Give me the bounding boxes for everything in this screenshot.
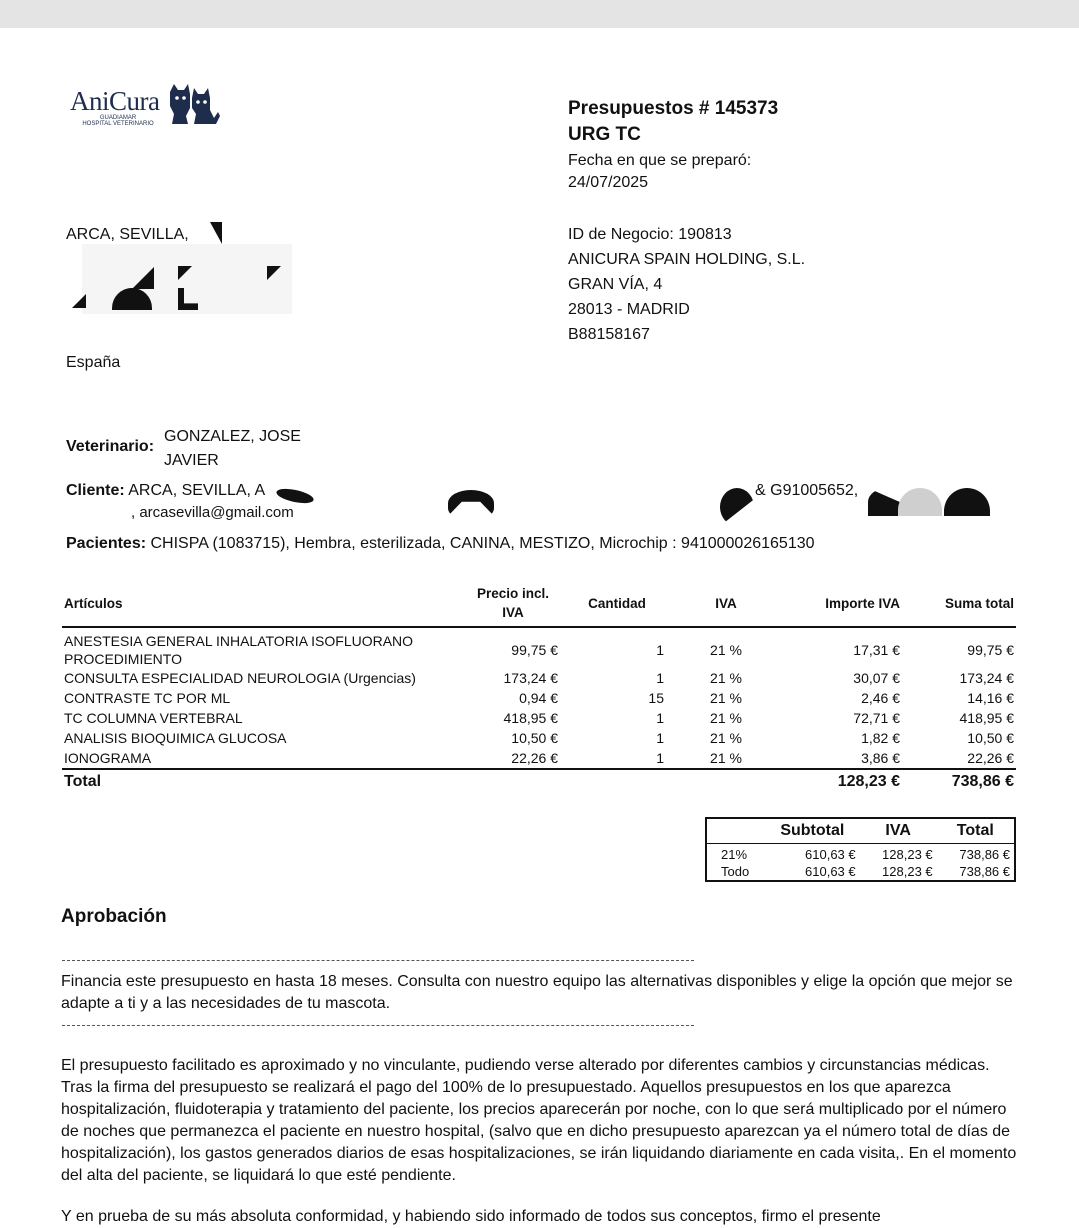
disclaimer-text: El presupuesto facilitado es aproximado y no vinculante, pudiendo verse alterado por diferentes cambios y circunstancias médicas. Tras la firma del presupuesto se realizará el pago del 100% de lo presupuestado. Aquellos presupuestos en los que aparezca hospitalización, fluidoterapia y tratamiento del paciente, los precios aparecerán por noche, con lo que será multiplicado por el número de noches que permanezca el paciente en nuestro hospital, (salvo que en dicho presupuesto aparezcan ya el número total de días de hospitalización), los gastos generados diarios de esas hospitalizaciones, se irán liquidando diariamente en cada visita,. En el momento del alta del paciente, se liquidará lo que esté pendiente. <box>61 1057 1017 1184</box>
vet-name-line1: GONZALEZ, JOSE <box>164 428 301 445</box>
date-label: Fecha en que se preparó: <box>568 152 752 169</box>
redaction-blob <box>944 488 990 516</box>
client-address-line1: ARCA, SEVILLA, <box>66 226 189 243</box>
total-label: Total <box>62 769 466 792</box>
top-gray-bar <box>0 0 1079 28</box>
item-qty: 1 <box>656 750 664 766</box>
dashed-divider <box>62 960 694 961</box>
table-row <box>62 688 1016 708</box>
item-name: ANESTESIA GENERAL INHALATORIA ISOFLUORANO PROCEDIMIENTO <box>64 633 414 667</box>
dashed-divider <box>62 1025 694 1026</box>
summary-total: 738,86 € <box>959 847 1010 862</box>
conformity-text: Y en prueba de su más absoluta conformidad, y habiendo sido informado de todos sus conceptos, firmo el presente <box>61 1208 881 1225</box>
item-qty: 1 <box>656 730 664 746</box>
summary-row <box>706 844 1015 864</box>
item-qty: 1 <box>656 670 664 686</box>
patients-value: CHISPA (1083715), Hembra, esterilizada, CANINA, MESTIZO, Microchip : 941000026165130 <box>150 535 815 552</box>
redacted-address-block <box>62 222 302 322</box>
items-table <box>62 582 1016 792</box>
total-vat-amount: 128,23 € <box>778 769 902 792</box>
patients-label: Pacientes: <box>66 535 147 552</box>
item-vat: 21 % <box>710 710 742 726</box>
item-vat-amount: 3,86 € <box>861 750 900 766</box>
patients-line <box>66 531 815 556</box>
item-total: 99,75 € <box>967 642 1014 658</box>
item-vat: 21 % <box>710 690 742 706</box>
client-email: , arcasevilla@gmail.com <box>131 504 294 521</box>
summary-row-label: Todo <box>721 864 750 879</box>
items-total-row <box>62 769 1016 792</box>
client-country: España <box>66 354 121 371</box>
summary-row-label: 21% <box>721 847 748 862</box>
summary-col-iva: IVA <box>860 818 937 844</box>
quote-subtitle: URG TC <box>568 124 641 145</box>
item-vat: 21 % <box>710 670 742 686</box>
col-cantidad: Cantidad <box>560 582 674 627</box>
item-vat-amount: 2,46 € <box>861 690 900 706</box>
item-name: CONTRASTE TC POR ML <box>64 690 231 706</box>
client-line <box>66 478 265 503</box>
item-price: 0,94 € <box>519 690 558 706</box>
item-name: CONSULTA ESPECIALIDAD NEUROLOGIA (Urgencias) <box>64 670 416 686</box>
business-tax-id: B88158167 <box>568 326 650 343</box>
item-name: IONOGRAMA <box>64 750 152 766</box>
items-table-header <box>62 582 1016 627</box>
item-total: 418,95 € <box>959 710 1014 726</box>
total-sum: 738,86 € <box>902 769 1016 792</box>
client-label: Cliente: <box>66 482 125 499</box>
item-price: 22,26 € <box>511 750 558 766</box>
item-vat: 21 % <box>710 730 742 746</box>
col-suma-total: Suma total <box>902 582 1016 627</box>
quote-number-title: Presupuestos # 145373 <box>568 98 779 119</box>
logo-subtitle: GUADIAMAR HOSPITAL VETERINARIO <box>82 115 154 127</box>
prepared-date: 24/07/2025 <box>568 174 649 191</box>
item-name: ANALISIS BIOQUIMICA GLUCOSA <box>64 730 287 746</box>
business-id: ID de Negocio: 190813 <box>568 226 732 243</box>
summary-col-total: Total <box>937 818 1015 844</box>
logo-wordmark: AniCura <box>70 86 160 116</box>
summary-row <box>706 863 1015 881</box>
item-vat-amount: 17,31 € <box>853 642 900 658</box>
col-importe-iva: Importe IVA <box>778 582 902 627</box>
col-articulos: Artículos <box>62 582 466 627</box>
item-qty: 1 <box>656 642 664 658</box>
summary-iva: 128,23 € <box>882 864 933 879</box>
summary-col-subtotal: Subtotal <box>765 818 860 844</box>
item-total: 10,50 € <box>967 730 1014 746</box>
item-vat: 21 % <box>710 750 742 766</box>
item-total: 22,26 € <box>967 750 1014 766</box>
client-name: ARCA, SEVILLA, A <box>128 482 266 499</box>
business-name: ANICURA SPAIN HOLDING, S.L. <box>568 251 806 268</box>
item-vat-amount: 30,07 € <box>853 670 900 686</box>
vet-label: Veterinario: <box>66 438 155 455</box>
item-vat-amount: 1,82 € <box>861 730 900 746</box>
table-row <box>62 728 1016 748</box>
item-name: TC COLUMNA VERTEBRAL <box>64 710 243 726</box>
business-city: 28013 - MADRID <box>568 301 690 318</box>
table-row <box>62 708 1016 728</box>
vat-summary-table <box>705 817 1016 882</box>
table-row <box>62 748 1016 769</box>
redaction-blob <box>898 488 942 516</box>
summary-subtotal: 610,63 € <box>805 847 856 862</box>
item-vat-amount: 72,71 € <box>853 710 900 726</box>
item-price: 99,75 € <box>511 642 558 658</box>
item-price: 173,24 € <box>503 670 558 686</box>
client-cif: & G91005652, <box>755 482 859 499</box>
business-street: GRAN VÍA, 4 <box>568 276 663 293</box>
finance-text: Financia este presupuesto en hasta 18 meses. Consulta con nuestro equipo las alternativas disponibles y elige la opción que mejor se adapte a ti y a las necesidades de tu mascota. <box>61 973 1013 1012</box>
item-price: 418,95 € <box>503 710 558 726</box>
item-total: 173,24 € <box>959 670 1014 686</box>
col-precio: Precio incl. IVA <box>466 582 560 627</box>
redaction-blob <box>448 490 494 516</box>
item-vat: 21 % <box>710 642 742 658</box>
item-qty: 15 <box>648 690 664 706</box>
summary-iva: 128,23 € <box>882 847 933 862</box>
summary-total: 738,86 € <box>959 864 1010 879</box>
redaction-blob <box>720 488 754 526</box>
approval-heading: Aprobación <box>61 906 167 927</box>
col-iva: IVA <box>674 582 778 627</box>
cat-dog-logo-icon <box>168 82 220 126</box>
item-price: 10,50 € <box>511 730 558 746</box>
summary-subtotal: 610,63 € <box>805 864 856 879</box>
table-row <box>62 627 1016 668</box>
item-qty: 1 <box>656 710 664 726</box>
table-row <box>62 668 1016 688</box>
item-total: 14,16 € <box>967 690 1014 706</box>
vet-name-line2: JAVIER <box>164 452 219 469</box>
